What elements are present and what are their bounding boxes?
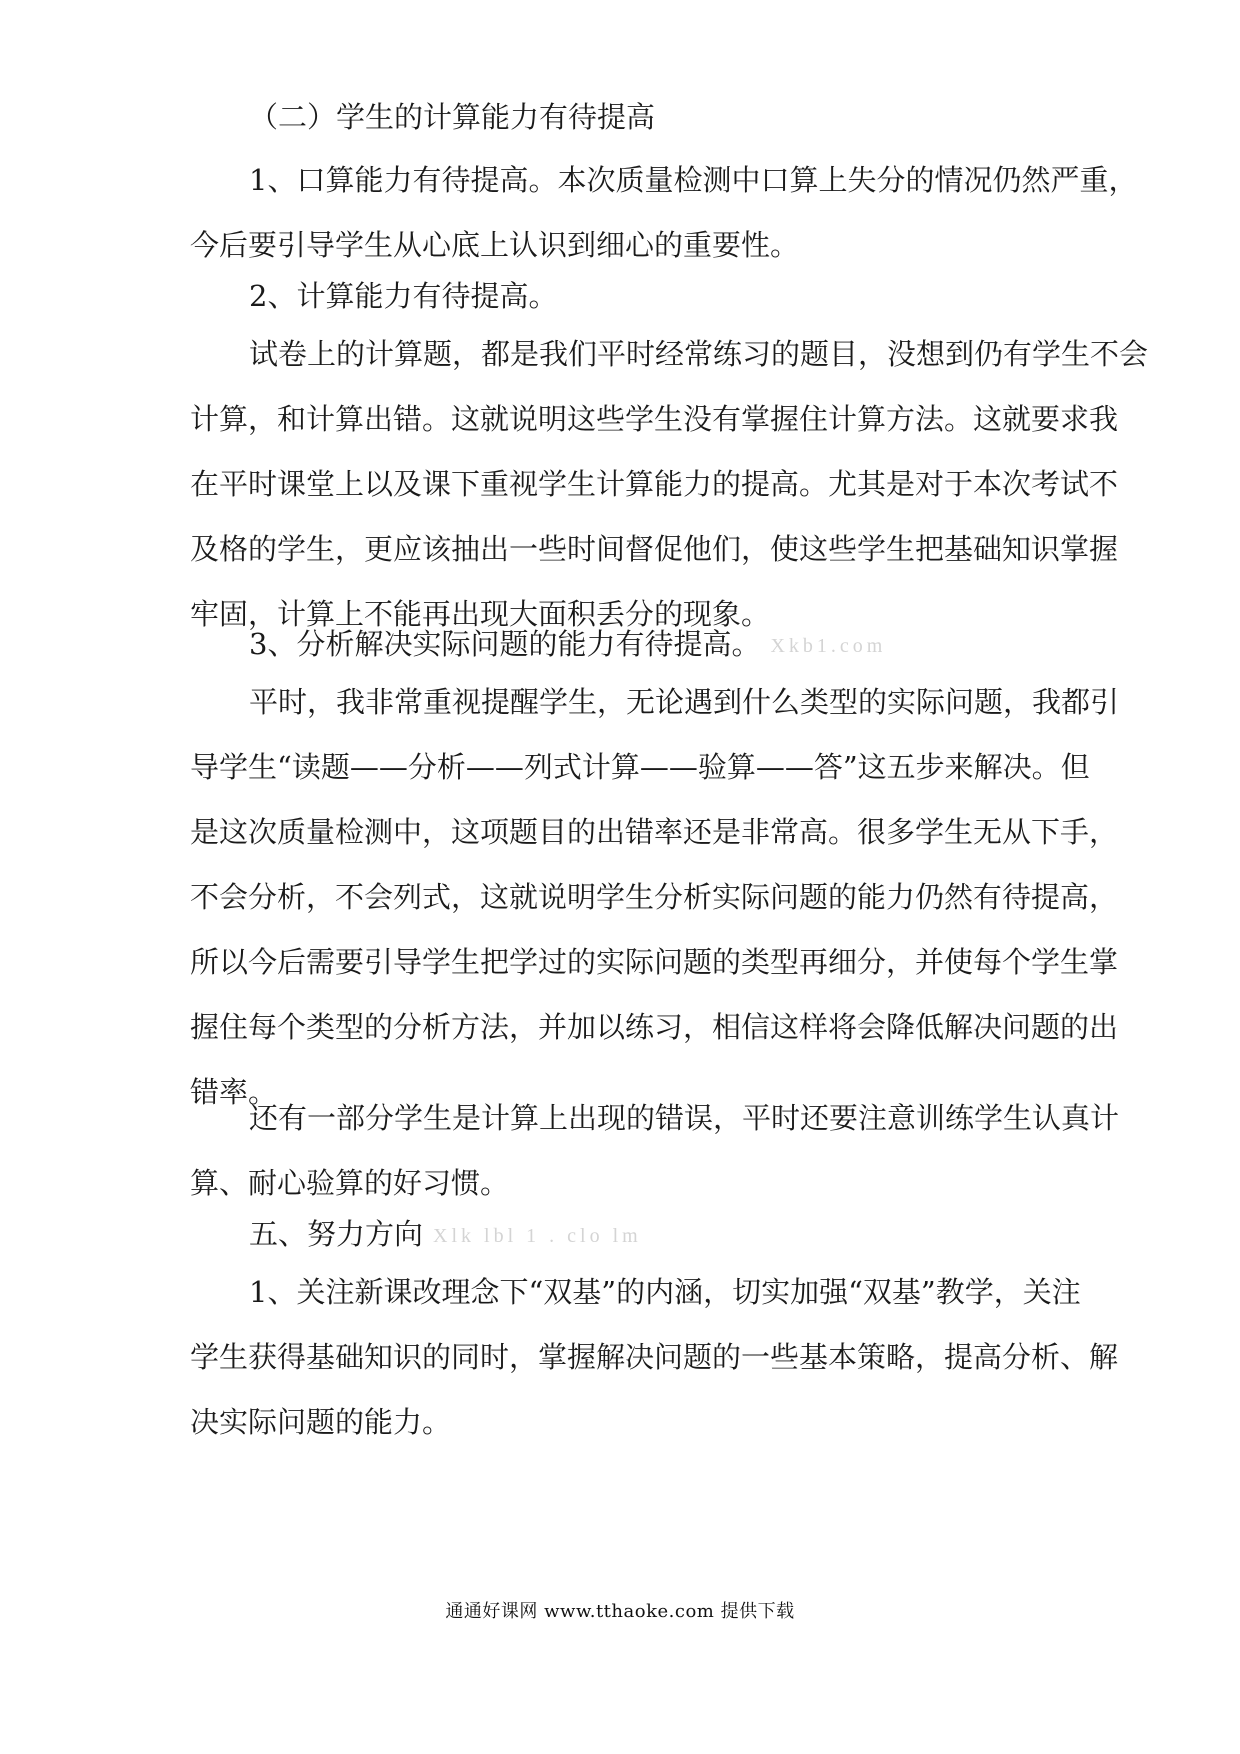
text-line <box>0 612 1240 679</box>
text-line: 导学生“读题——分析——列式计算——验算——答”这五步来解决。但 <box>190 750 1090 784</box>
text-line: 1、口算能力有待提高。本次质量检测中口算上失分的情况仍然严重， <box>249 163 1138 197</box>
text-line: 不会分析，不会列式，这就说明学生分析实际问题的能力仍然有待提高， <box>190 880 1119 914</box>
text-line: 算、耐心验算的好习惯。 <box>190 1166 510 1200</box>
watermark-text: Xlk lbl 1 . clo lm <box>433 1224 642 1247</box>
text-line: （二）学生的计算能力有待提高 <box>249 100 656 134</box>
text-line: 所以今后需要引导学生把学过的实际问题的类型再细分，并使每个学生掌 <box>190 945 1119 979</box>
text-line: 1、关注新课改理念下“双基”的内涵，切实加强“双基”教学，关注 <box>249 1275 1081 1309</box>
text-line: 今后要引导学生从心底上认识到细心的重要性。 <box>190 228 800 262</box>
page-footer: 通通好课网 www.tthaoke.com 提供下载 <box>445 1601 795 1622</box>
text-line: 计算，和计算出错。这就说明这些学生没有掌握住计算方法。这就要求我 <box>190 402 1119 436</box>
text-line: 牢固，计算上不能再出现大面积丢分的现象。 <box>190 597 771 631</box>
text-line: 试卷上的计算题，都是我们平时经常练习的题目，没想到仍有学生不会 <box>249 337 1149 371</box>
paragraph-exam-calc <box>0 322 1240 647</box>
paragraph-calc-ability <box>0 264 1240 329</box>
paragraph-oral-calc <box>0 148 1240 278</box>
text-line: 是这次质量检测中，这项题目的出错率还是非常高。很多学生无从下手， <box>190 815 1119 849</box>
text-line: 学生获得基础知识的同时，掌握解决问题的一些基本策略，提高分析、解 <box>190 1340 1119 1374</box>
paragraph-five-steps <box>0 670 1240 1125</box>
text-line: 还有一部分学生是计算上出现的错误，平时还要注意训练学生认真计 <box>249 1101 1120 1135</box>
watermark-text: Xkb1.com <box>770 634 887 657</box>
paragraph-calc-errors <box>0 1086 1240 1216</box>
text-line-content: 五、努力方向 <box>249 1217 424 1251</box>
text-line: 握住每个类型的分析方法，并加以练习，相信这样将会降低解决问题的出 <box>190 1010 1119 1044</box>
text-line: 平时，我非常重视提醒学生，无论遇到什么类型的实际问题，我都引 <box>249 685 1120 719</box>
text-line <box>0 1202 1240 1269</box>
text-line: 错率。 <box>190 1075 278 1109</box>
text-line: 2、计算能力有待提高。 <box>249 279 558 313</box>
text-line: 及格的学生，更应该抽出一些时间督促他们，使这些学生把基础知识掌握 <box>190 532 1119 566</box>
text-line: 在平时课堂上以及课下重视学生计算能力的提高。尤其是对于本次考试不 <box>190 467 1119 501</box>
paragraph-double-basics <box>0 1260 1240 1455</box>
section-heading-2 <box>0 85 1240 150</box>
paragraph-problem-solving <box>0 612 1240 679</box>
text-line-content: 3、分析解决实际问题的能力有待提高。 <box>249 627 761 661</box>
section-heading-5 <box>0 1202 1240 1269</box>
text-line: 决实际问题的能力。 <box>190 1405 452 1439</box>
